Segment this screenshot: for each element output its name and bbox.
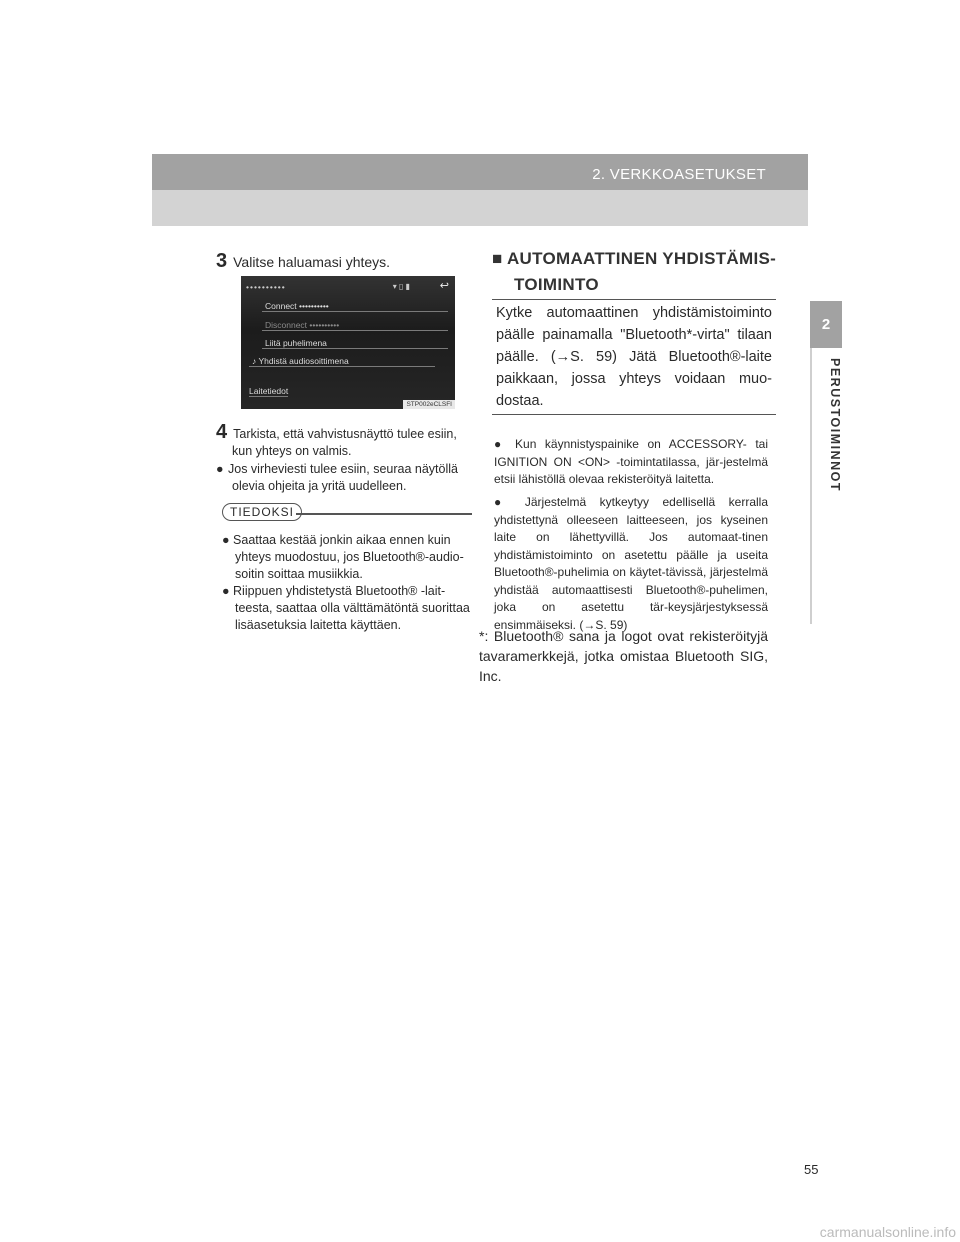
step-text: Valitse haluamasi yhteys. [233,254,391,270]
screen-row-phone: Liitä puhelimena [262,338,448,349]
bullet-icon: ● [222,584,234,598]
list-item: ● Järjestelmä kytkeytyy edellisellä kerralla yhdistettynä olleeseen laitteeseen, jos kyseinen laite on lähettyvillä. Jos automaat-tinen yhdistämistoiminto on asetettu päälle ja useita Bluetooth®-puhelimia on käytet-tävissä, järjestelmä yhdistää automaattisesti Bluetooth®-puhelimen, joka on asetettu tär-keysjärjestyksessä ensimmäiseksi. (→S. 59) [494,495,768,632]
info-label: TIEDOKSI [222,503,302,521]
footnote: *: Bluetooth® sana ja logot ovat rekisteröityjä tavaramerkkejä, jotka omistaa Bluetooth SIG, Inc. [479,628,768,684]
screen-illustration [241,276,455,409]
screen-row-connect: Connect •••••••••• [262,301,448,312]
step-number: 4 [216,421,228,443]
chapter-tab: 2 [810,301,842,348]
instruction-box: Kytke automaattinen yhdistämistoiminto päälle painamalla "Bluetooth*-virta" tilaan päälle. (→S. 59) Jätä Bluetooth®-laite paikkaan, jossa yhteys voidaan muo-dostaa. [492,299,776,415]
screen-device-name: •••••••••• [246,282,286,292]
step-number: 3 [216,250,228,272]
page-header [152,154,808,226]
screen-row-disconnect: Disconnect •••••••••• [262,320,448,331]
watermark: carmanualsonline.info [819,1224,956,1240]
screen-row-audio: ♪ Yhdistä audiosoittimena [249,356,435,367]
step-text: Tarkista, että vahvistusnäyttö tulee esiin, [233,427,457,441]
bullet-icon: ● [494,437,516,451]
info-note: ● Saattaa kestää jonkin aikaa ennen kuin yhteys muodostuu, jos Bluetooth®-audio- soitin soittaa musiikkia. [222,533,464,581]
header-title: 2. VERKKOASETUKSET [592,166,766,183]
bullet-icon: ● [494,495,525,509]
info-rule [296,513,472,515]
bullet-icon: ● [216,462,224,476]
info-note: ● Riippuen yhdistetystä Bluetooth® -lait- teesta, saattaa olla välttämätöntä suorittaa lisäasetuksia laitetta käyttäen. [222,584,470,632]
step-text-continued: kun yhteys on valmis. [232,444,352,458]
chapter-label: PERUSTOIMINNOT [828,358,842,492]
step-3 [216,250,390,273]
step-4 [216,421,476,460]
header-bar [152,154,808,190]
list-item: ● Kun käynnistyspainike on ACCESSORY- tai IGNITION ON <ON> -toimintatilassa, jär-jestelmä etsii lähistöllä olevaa rekisteröityä laitetta. [494,437,768,486]
list-item: ● Jos virheviesti tulee esiin, seuraa näytöllä olevia ohjeita ja yritä uudelleen. [216,462,458,493]
screen-footer: Laitetiedot [249,386,289,396]
back-icon: ↩ [439,280,449,292]
section-title: ■ AUTOMAATTINEN YHDISTÄMIS- TOIMINTO [492,249,777,294]
chapter-rule [810,348,812,624]
status-icons: ▾ ▯ ▮ [392,282,410,291]
page-number: 55 [804,1162,819,1177]
image-tag: STP002eCLSFI [403,400,455,409]
bullet-icon: ● [222,533,234,547]
